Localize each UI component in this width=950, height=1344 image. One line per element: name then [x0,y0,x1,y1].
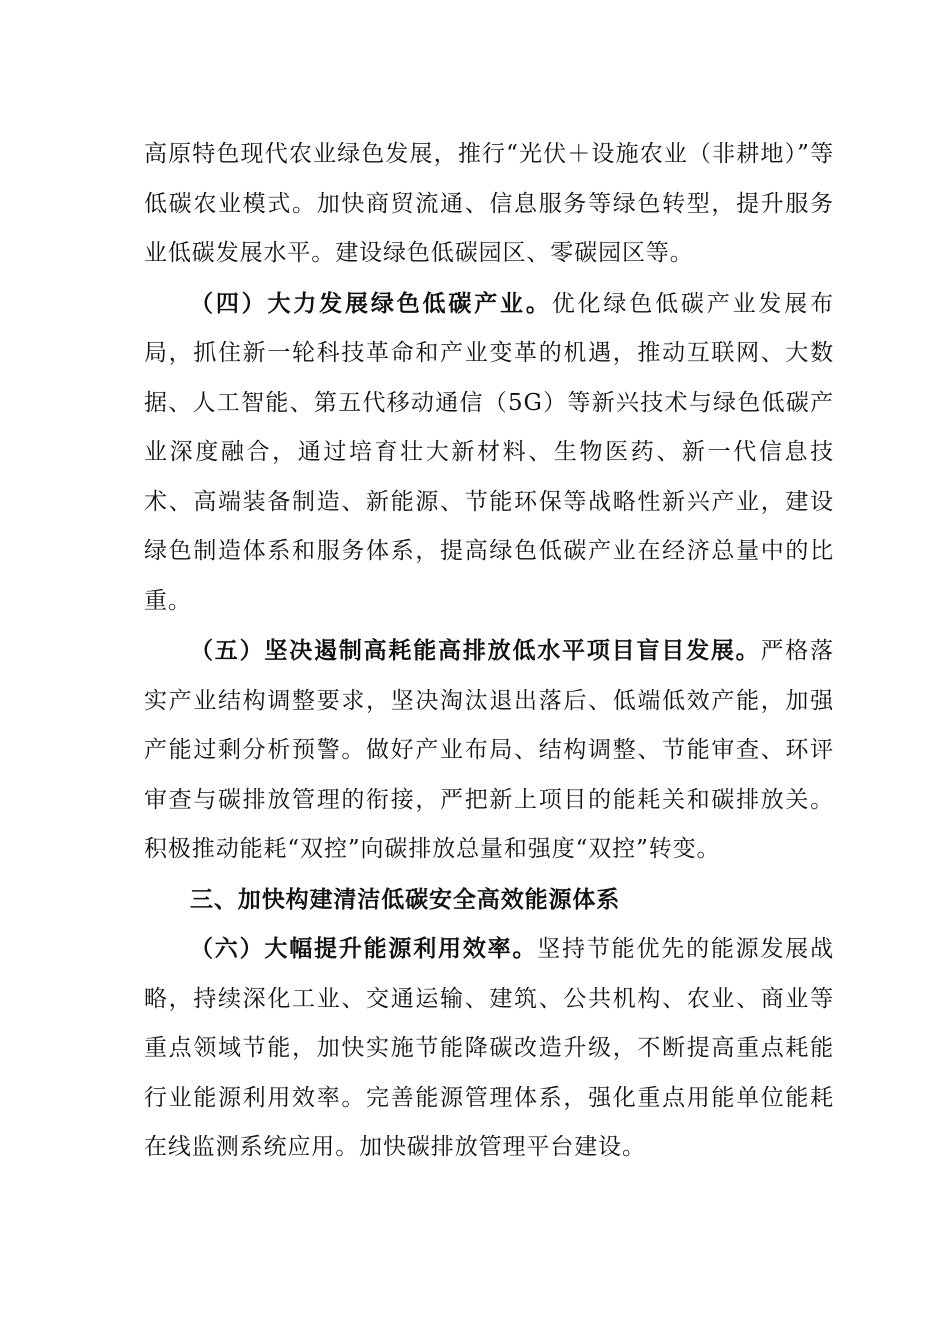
section-5-lead: （五）坚决遏制高耗能高排放低水平项目盲目发展。 [190,637,761,664]
chapter-3-heading: 三、加快构建清洁低碳安全高效能源体系 [190,885,621,913]
section-6-lead: （六）大幅提升能源利用效率。 [190,935,538,962]
section-6-text: 坚持节能优先的能源发展战略，持续深化工业、交通运输、建筑、公共机构、农业、商业等重点领域节能，加快实施节能降碳改造升级，不断提高重点耗能行业能源利用效率。完善能源管理体系，强化重点用能单位能耗在线监测系统应用。加快碳排放管理平台建设。 [144,936,834,1160]
section-4-lead: （四）大力发展绿色低碳产业。 [190,289,552,317]
paragraph-section-5 [144,626,834,875]
section-5-text: 严格落实产业结构调整要求，坚决淘汰退出落后、低端低效产能，加强产能过剩分析预警。做好产业布局、结构调整、节能审查、环评审查与碳排放管理的衔接，严把新上项目的能耗关和碳排放关。积极推动能耗“双控”向碳排放总量和强度“双控”转变。 [144,638,835,862]
paragraph-section-6 [144,924,834,1173]
paragraph-continued [144,130,834,279]
document-page [144,130,834,1173]
section-4-text: 优化绿色低碳产业发展布局，抓住新一轮科技革命和产业变革的机遇，推动互联网、大数据、人工智能、第五代移动通信（5G）等新兴技术与绿色低碳产业深度融合，通过培育壮大新材料、生物医药、新一代信息技术、高端装备制造、新能源、节能环保等战略性新兴产业，建设绿色制造体系和服务体系，提高绿色低碳产业在经济总量中的比重。 [144,290,834,614]
paragraph-section-4 [144,279,834,627]
paragraph-text: 高原特色现代农业绿色发展，推行“光伏＋设施农业（非耕地）”等低碳农业模式。加快商贸流通、信息服务等绿色转型，提升服务业低碳发展水平。建设绿色低碳园区、零碳园区等。 [144,141,834,266]
